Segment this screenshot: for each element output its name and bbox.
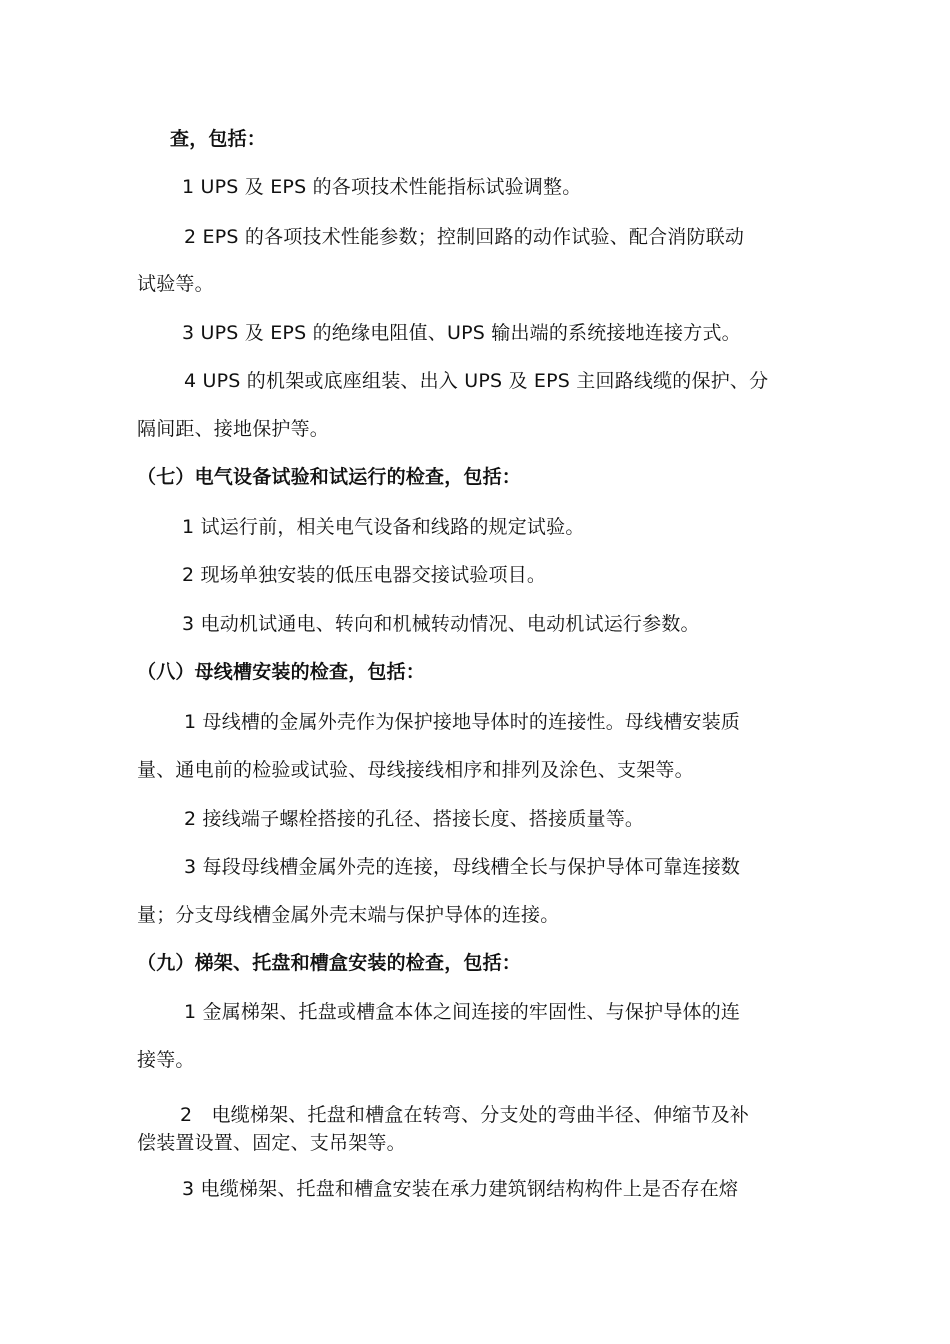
paragraph-line: 3 电动机试通电、转向和机械转动情况、电动机试运行参数。 (182, 613, 700, 635)
paragraph-line: 3 UPS 及 EPS 的绝缘电阻值、UPS 输出端的系统接地连接方式。 (182, 322, 741, 344)
paragraph-line: 偿装置设置、固定、支吊架等。 (137, 1132, 406, 1154)
paragraph-line: 接等。 (137, 1049, 195, 1071)
paragraph-line: 3 每段母线槽金属外壳的连接，母线槽全长与保护导体可靠连接数 (184, 856, 741, 878)
paragraph-line: 3 电缆梯架、托盘和槽盒安装在承力建筑钢结构构件上是否存在熔 (182, 1178, 739, 1200)
paragraph-line: 隔间距、接地保护等。 (137, 418, 330, 440)
paragraph-line: 1 金属梯架、托盘或槽盒本体之间连接的牢固性、与保护导体的连 (184, 1001, 741, 1023)
section-heading-9: （九）梯架、托盘和槽盒安装的检查，包括： (137, 952, 522, 974)
paragraph-line: 2 EPS 的各项技术性能参数；控制回路的动作试验、配合消防联动 (184, 226, 745, 248)
section-heading-7: （七）电气设备试验和试运行的检查，包括： (137, 466, 522, 488)
paragraph-line: 2 现场单独安装的低压电器交接试验项目。 (182, 564, 547, 586)
section-heading-8: （八）母线槽安装的检查，包括： (137, 661, 426, 683)
paragraph-line: 2 电缆梯架、托盘和槽盒在转弯、分支处的弯曲半径、伸缩节及补 (180, 1104, 750, 1126)
paragraph-line: 量、通电前的检验或试验、母线接线相序和排列及涂色、支架等。 (137, 759, 694, 781)
paragraph-line: 2 接线端子螺栓搭接的孔径、搭接长度、搭接质量等。 (184, 808, 645, 830)
paragraph-line: 1 试运行前，相关电气设备和线路的规定试验。 (182, 516, 585, 538)
paragraph-line: 量；分支母线槽金属外壳末端与保护导体的连接。 (137, 904, 560, 926)
paragraph-line: 1 母线槽的金属外壳作为保护接地导体时的连接性。母线槽安装质 (184, 711, 741, 733)
paragraph-line: 1 UPS 及 EPS 的各项技术性能指标试验调整。 (182, 176, 582, 198)
paragraph-line: 试验等。 (137, 273, 214, 295)
continuation-heading: 查，包括： (170, 128, 267, 150)
paragraph-line: 4 UPS 的机架或底座组装、出入 UPS 及 EPS 主回路线缆的保护、分 (184, 370, 769, 392)
